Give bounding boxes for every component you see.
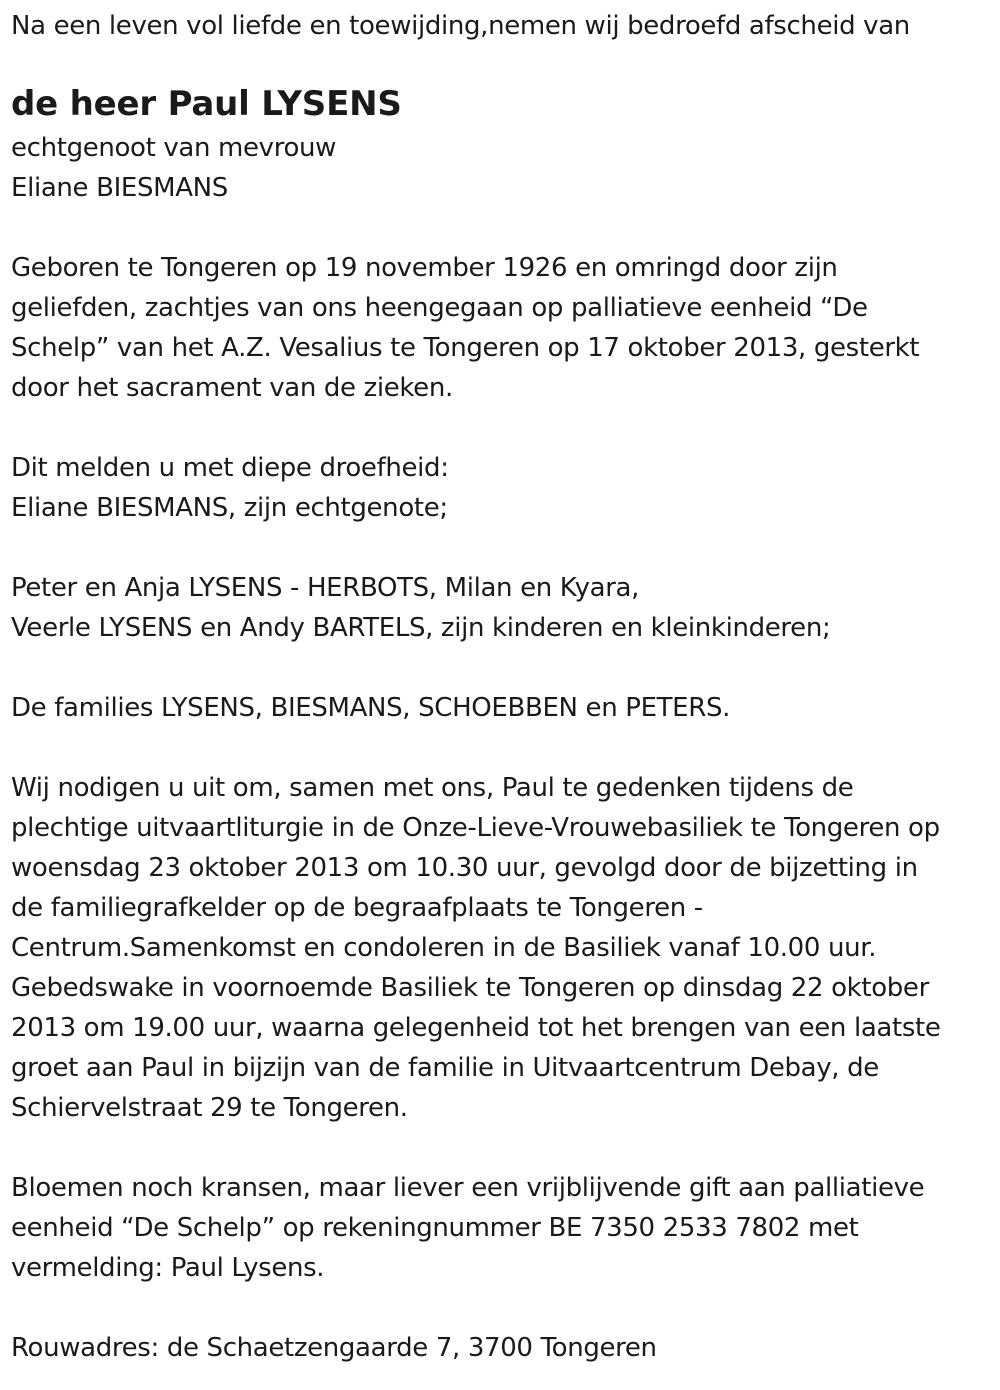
- paragraph-line: de familiegrafkelder op de begraafplaats te Tongeren -: [11, 893, 703, 923]
- paragraph-line: Eliane BIESMANS, zijn echtgenote;: [11, 493, 448, 523]
- paragraph-line: Dit melden u met diepe droefheid:: [11, 453, 449, 483]
- paragraph-gap: [11, 528, 996, 568]
- children-paragraph: [11, 568, 996, 648]
- paragraph-line: Wij nodigen u uit om, samen met ons, Paul te gedenken tijdens de: [11, 773, 854, 803]
- paragraph-line: plechtige uitvaartliturgie in de Onze-Lieve-Vrouwebasiliek te Tongeren op: [11, 813, 940, 843]
- invitation-paragraph: [11, 768, 996, 1128]
- paragraph-line: Bloemen noch kransen, maar liever een vrijblijvende gift aan palliatieve: [11, 1173, 925, 1203]
- paragraph-gap: [11, 208, 996, 248]
- paragraph-gap: [11, 1128, 996, 1168]
- paragraph-line: vermelding: Paul Lysens.: [11, 1253, 325, 1283]
- paragraph-line: geliefden, zachtjes van ons heengegaan op palliatieve eenheid “De: [11, 293, 868, 323]
- paragraph-gap: [11, 408, 996, 448]
- paragraph-line: Centrum.Samenkomst en condoleren in de Basiliek vanaf 10.00 uur.: [11, 933, 877, 963]
- birth-death-paragraph: [11, 248, 996, 408]
- paragraph-line: Schelp” van het A.Z. Vesalius te Tongeren op 17 oktober 2013, gesterkt: [11, 333, 920, 363]
- paragraph-gap: [11, 1288, 996, 1328]
- paragraph-line: Peter en Anja LYSENS - HERBOTS, Milan en Kyara,: [11, 573, 640, 603]
- paragraph-line: 2013 om 19.00 uur, waarna gelegenheid tot het brengen van een laatste: [11, 1013, 941, 1043]
- paragraph-gap: [11, 728, 996, 768]
- paragraph-line: eenheid “De Schelp” op rekeningnummer BE 7350 2533 7802 met: [11, 1213, 859, 1243]
- families-line: De families LYSENS, BIESMANS, SCHOEBBEN en PETERS.: [11, 693, 731, 723]
- paragraph-line: Geboren te Tongeren op 19 november 1926 en omringd door zijn: [11, 253, 838, 283]
- flowers-paragraph: [11, 1168, 996, 1288]
- announcement-paragraph: [11, 448, 996, 528]
- paragraph-line: Gebedswake in voornoemde Basiliek te Tongeren op dinsdag 22 oktober: [11, 973, 929, 1003]
- paragraph-line: woensdag 23 oktober 2013 om 10.30 uur, gevolgd door de bijzetting in: [11, 853, 918, 883]
- paragraph-gap: [11, 648, 996, 688]
- paragraph-line: Schiervelstraat 29 te Tongeren.: [11, 1093, 408, 1123]
- deceased-name-heading: de heer Paul LYSENS: [11, 84, 402, 124]
- spouse-block: [11, 128, 996, 208]
- mourning-address-line: Rouwadres: de Schaetzengaarde 7, 3700 Tongeren: [11, 1333, 657, 1363]
- obituary-document: [11, 6, 996, 1368]
- intro-line: Na een leven vol liefde en toewijding,nemen wij bedroefd afscheid van: [11, 11, 910, 41]
- spouse-line: echtgenoot van mevrouw: [11, 133, 337, 163]
- paragraph-line: groet aan Paul in bijzijn van de familie in Uitvaartcentrum Debay, de: [11, 1053, 879, 1083]
- paragraph-line: Veerle LYSENS en Andy BARTELS, zijn kinderen en kleinkinderen;: [11, 613, 831, 643]
- paragraph-line: door het sacrament van de zieken.: [11, 373, 453, 403]
- spouse-name-line: Eliane BIESMANS: [11, 173, 228, 203]
